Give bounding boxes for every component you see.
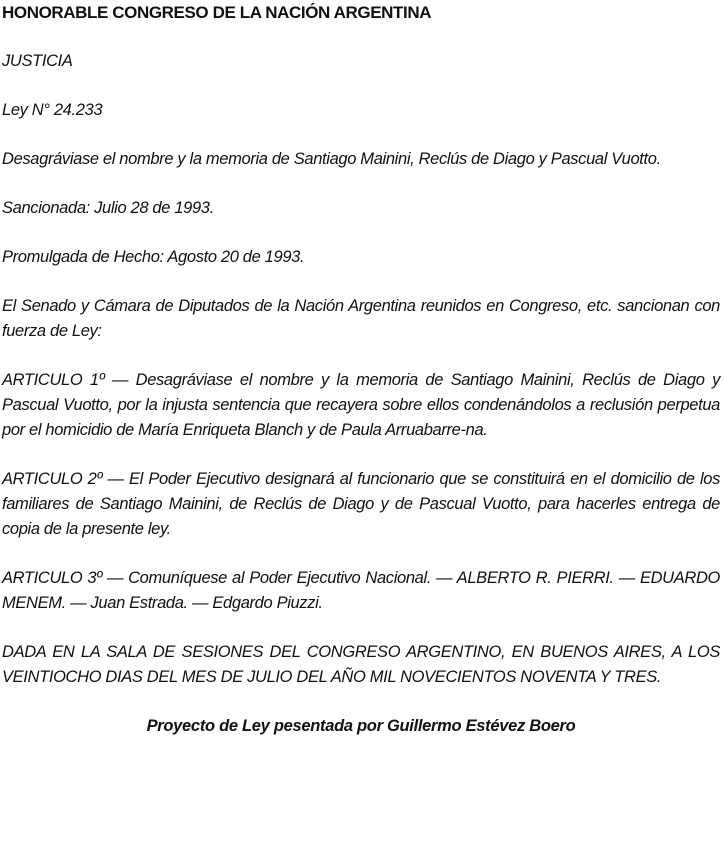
- promulgated-date: Promulgada de Hecho: Agosto 20 de 1993.: [2, 248, 305, 266]
- law-number: Ley N° 24.233: [2, 101, 103, 119]
- preamble: El Senado y Cámara de Diputados de la Nación Argentina reunidos en Congreso, etc. sancionan con fuerza de Ley:: [2, 297, 720, 340]
- law-summary: Desagráviase el nombre y la memoria de Santiago Mainini, Reclús de Diago y Pascual Vuotto.: [2, 150, 661, 168]
- given-statement: DADA EN LA SALA DE SESIONES DEL CONGRESO ARGENTINO, EN BUENOS AIRES, A LOS VEINTIOCHO DIAS DEL MES DE JULIO DEL AÑO MIL NOVECIENTOS NOVENTA Y TRES.: [2, 643, 720, 686]
- document-heading: HONORABLE CONGRESO DE LA NACIÓN ARGENTINA: [2, 3, 432, 22]
- article-1: ARTICULO 1º — Desagráviase el nombre y la memoria de Santiago Mainini, Reclús de Diago y Pascual Vuotto, por la injusta sentencia que recayera sobre ellos condenándolos a reclusión perpetua por el homicidio de María Enriqueta Blanch y de Paula Arruabarre-na.: [2, 371, 720, 439]
- project-credit: Proyecto de Ley pesentada por Guillermo Estévez Boero: [146, 717, 576, 735]
- law-document: [2, 0, 720, 739]
- sanctioned-date: Sancionada: Julio 28 de 1993.: [2, 199, 214, 217]
- category-label: JUSTICIA: [2, 52, 73, 70]
- article-3: ARTICULO 3º — Comuníquese al Poder Ejecutivo Nacional. — ALBERTO R. PIERRI. — EDUARDO MENEM. — Juan Estrada. — Edgardo Piuzzi.: [2, 569, 720, 612]
- article-2: ARTICULO 2º — El Poder Ejecutivo designará al funcionario que se constituirá en el domicilio de los familiares de Santiago Mainini, de Reclús de Diago y de Pascual Vuotto, para hacerles entrega de copia de la presente ley.: [2, 470, 720, 538]
